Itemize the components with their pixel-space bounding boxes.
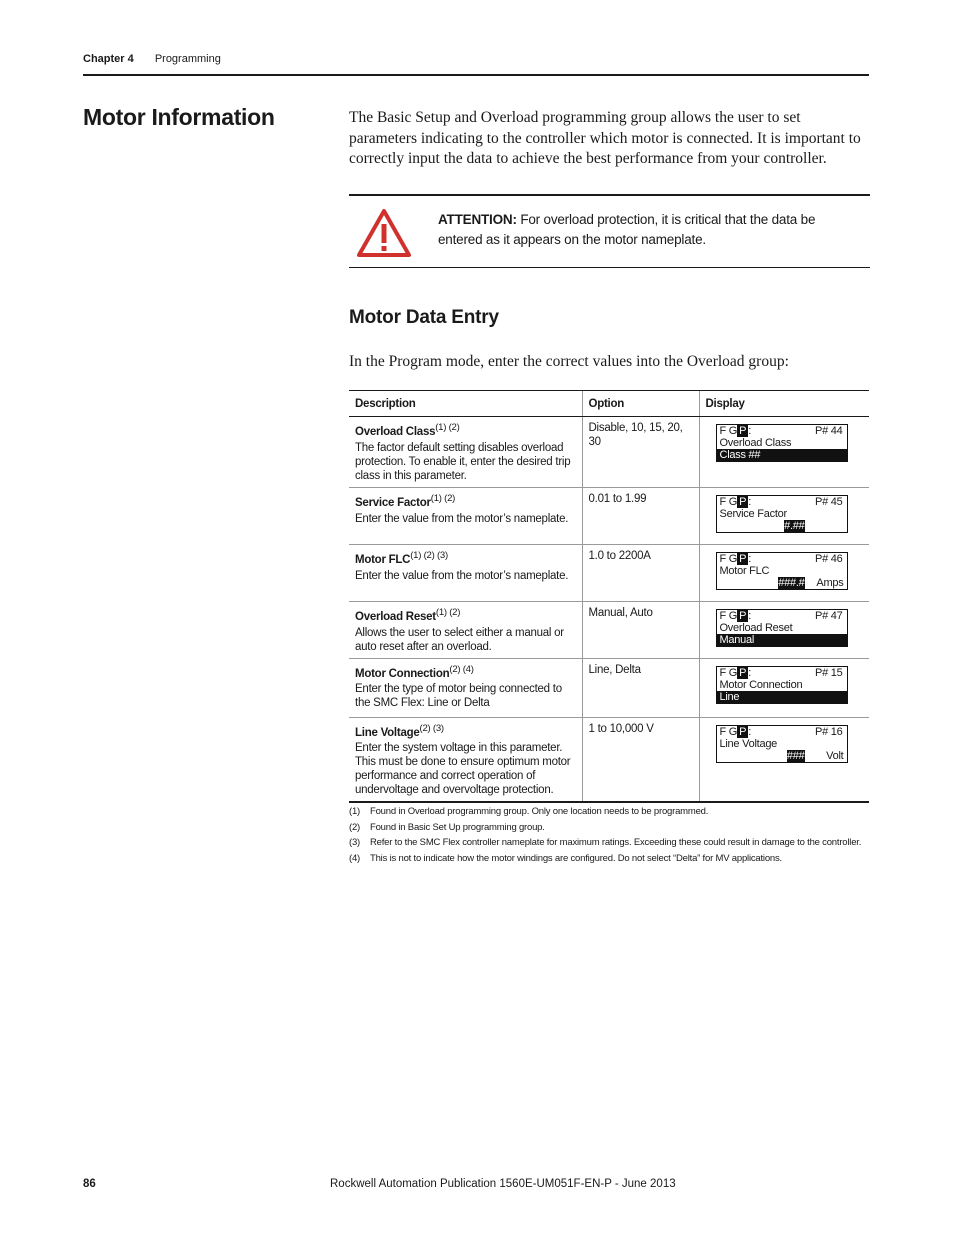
lcd-colon: :	[748, 552, 751, 565]
lcd-line-3	[717, 750, 847, 762]
chapter-label: Chapter 4	[83, 53, 134, 65]
lcd-colon: :	[748, 425, 751, 437]
parameter-description: Allows the user to select either a manual or auto reset after an overload.	[355, 626, 564, 653]
display-cell	[699, 544, 869, 601]
column-header: Description	[349, 391, 582, 417]
lcd-display	[716, 725, 848, 763]
lcd-fg: F G	[719, 425, 738, 437]
footnote-number: (3)	[349, 837, 361, 848]
description-cell	[349, 417, 582, 488]
table-header-row	[349, 391, 869, 417]
attention-box	[349, 194, 870, 268]
lcd-fg: F G	[719, 552, 738, 565]
footnote-text: Refer to the SMC Flex controller nameplate for maximum ratings. Exceeding these could result in damage to the controller.	[370, 837, 862, 848]
table-row	[349, 601, 869, 658]
lcd-line-1	[717, 667, 847, 679]
lcd-parameter-label: Line Voltage	[719, 737, 778, 750]
display-cell	[699, 417, 869, 488]
option-cell: Line, Delta	[582, 658, 699, 717]
parameter-name: Motor Connection	[355, 667, 450, 680]
display-cell	[699, 601, 869, 658]
column-header: Display	[699, 391, 869, 417]
footnote-text: Found in Basic Set Up programming group.	[370, 821, 545, 833]
warning-triangle-icon	[357, 208, 411, 258]
lcd-colon: :	[748, 609, 751, 622]
lcd-value: ###	[786, 749, 805, 762]
display-cell	[699, 658, 869, 717]
footnote	[349, 837, 861, 853]
page-number: 86	[83, 1178, 96, 1190]
lcd-fg: F G	[719, 666, 738, 679]
table-row	[349, 717, 869, 802]
lcd-display	[716, 552, 848, 590]
footnote-number: (2)	[349, 821, 361, 833]
lcd-line-3	[717, 691, 847, 703]
lcd-value: ###.#	[778, 576, 805, 589]
parameter-description: Enter the type of motor being connected to the SMC Flex: Line or Delta	[355, 683, 562, 710]
page-heading: Motor Information	[83, 104, 275, 130]
lcd-line-3	[717, 634, 847, 646]
lcd-fg: F G	[719, 609, 738, 622]
option-cell: 1.0 to 2200A	[582, 544, 699, 601]
lcd-line-3	[717, 577, 847, 589]
lcd-display	[716, 609, 848, 647]
lcd-fg: F G	[719, 495, 738, 508]
table-row	[349, 544, 869, 601]
lcd-parameter-number: P# 16	[815, 725, 843, 738]
footnotes	[349, 806, 861, 868]
description-cell	[349, 487, 582, 544]
attention-message: For overload protection, it is critical that the data be entered as it appears on the motor nameplate.	[438, 212, 816, 247]
parameter-description: Enter the system voltage in this parameter. This must be done to ensure optimum motor performance and correct operation of undervoltage and overvoltage protection.	[355, 742, 571, 797]
lcd-display	[716, 424, 848, 462]
description-cell	[349, 601, 582, 658]
footnote-refs: (2) (3)	[419, 722, 444, 734]
footnote	[349, 822, 861, 838]
option-cell: 0.01 to 1.99	[582, 487, 699, 544]
table-row	[349, 417, 869, 488]
lcd-parameter-label: Overload Class	[719, 437, 792, 449]
lcd-line-1	[717, 425, 847, 437]
lcd-p-indicator: P	[739, 425, 747, 437]
lcd-parameter-label: Motor Connection	[719, 678, 803, 691]
parameter-name: Service Factor	[355, 496, 431, 509]
lcd-line-1	[717, 553, 847, 565]
column-header: Option	[582, 391, 699, 417]
header-rule	[83, 74, 869, 76]
lcd-parameter-number: P# 45	[815, 495, 843, 508]
footnote-refs: (1) (2)	[435, 606, 461, 618]
lcd-p-indicator: P	[739, 552, 747, 565]
lcd-p-indicator: P	[739, 495, 747, 508]
option-cell: 1 to 10,000 V	[582, 717, 699, 802]
lcd-line-2	[717, 565, 847, 577]
lcd-fg: F G	[719, 725, 738, 738]
lcd-p-indicator: P	[739, 725, 747, 738]
display-cell	[699, 487, 869, 544]
display-cell	[699, 717, 869, 802]
lcd-line-2	[717, 437, 847, 449]
running-header	[83, 53, 221, 65]
lcd-parameter-number: P# 15	[815, 666, 843, 679]
lcd-value: Class ##	[719, 449, 761, 461]
parameter-name: Line Voltage	[355, 726, 420, 739]
lcd-parameter-number: P# 46	[815, 552, 843, 565]
lcd-line-1	[717, 726, 847, 738]
parameter-name: Overload Reset	[355, 610, 436, 623]
lcd-parameter-label: Overload Reset	[719, 621, 793, 634]
description-cell	[349, 717, 582, 802]
table-row	[349, 658, 869, 717]
section-heading: Motor Data Entry	[349, 307, 499, 328]
publication-footer: Rockwell Automation Publication 1560E-UM051F-EN-P - June 2013	[330, 1178, 676, 1190]
table-row	[349, 487, 869, 544]
lcd-display	[716, 666, 848, 704]
footnote-refs: (1) (2) (3)	[410, 549, 448, 561]
lcd-line-3	[717, 449, 847, 461]
lcd-p-indicator: P	[739, 666, 747, 679]
footnote-refs: (1) (2)	[435, 422, 460, 433]
table-intro: In the Program mode, enter the correct values into the Overload group:	[349, 353, 789, 370]
lcd-value: Manual	[719, 633, 755, 646]
lcd-parameter-number: P# 47	[815, 609, 843, 622]
lcd-unit: Volt	[826, 749, 844, 762]
lcd-line-2	[717, 679, 847, 691]
attention-label: ATTENTION:	[438, 212, 517, 227]
footnote-number: (4)	[349, 852, 361, 864]
description-cell	[349, 658, 582, 717]
section-label: Programming	[154, 53, 221, 65]
lcd-parameter-label: Motor FLC	[719, 564, 770, 577]
attention-text	[438, 210, 858, 250]
option-cell: Disable, 10, 15, 20, 30	[582, 417, 699, 488]
lcd-line-2	[717, 622, 847, 634]
lcd-line-3	[717, 520, 847, 532]
footnote-refs: (1) (2)	[430, 492, 456, 504]
lcd-parameter-number: P# 44	[815, 425, 843, 437]
lcd-parameter-label: Service Factor	[719, 507, 787, 520]
lcd-display	[716, 495, 848, 533]
lcd-line-1	[717, 496, 847, 508]
lcd-value: #.##	[784, 519, 805, 532]
lcd-line-2	[717, 508, 847, 520]
parameter-name: Overload Class	[355, 425, 436, 438]
footnote-text: Found in Overload programming group. Only one location needs to be programmed.	[370, 806, 709, 817]
parameter-description: Enter the value from the motor’s nameplate.	[355, 569, 569, 582]
parameter-description: Enter the value from the motor’s nameplate.	[355, 512, 569, 525]
parameter-description: The factor default setting disables overload protection. To enable it, enter the desired trip class in this parameter.	[355, 441, 571, 482]
intro-paragraph: The Basic Setup and Overload programming group allows the user to set parameters indicating to the controller which motor is connected. It is important to correctly input the data to achieve the best performance from your controller.	[349, 109, 861, 167]
lcd-colon: :	[748, 725, 751, 738]
footnote	[349, 853, 861, 869]
lcd-colon: :	[748, 495, 751, 508]
option-cell: Manual, Auto	[582, 601, 699, 658]
description-cell	[349, 544, 582, 601]
lcd-unit: Amps	[816, 576, 844, 589]
footnote-number: (1)	[349, 806, 361, 817]
parameter-name: Motor FLC	[355, 553, 411, 566]
lcd-value: Line	[719, 690, 740, 703]
lcd-line-2	[717, 738, 847, 750]
lcd-p-indicator: P	[739, 609, 747, 622]
lcd-line-1	[717, 610, 847, 622]
footnote-text: This is not to indicate how the motor windings are configured. Do not select “Delta” for MV applications.	[370, 852, 782, 864]
footnote-refs: (2) (4)	[449, 663, 474, 675]
footnote	[349, 806, 861, 822]
lcd-colon: :	[748, 666, 751, 679]
motor-data-table	[349, 390, 869, 803]
